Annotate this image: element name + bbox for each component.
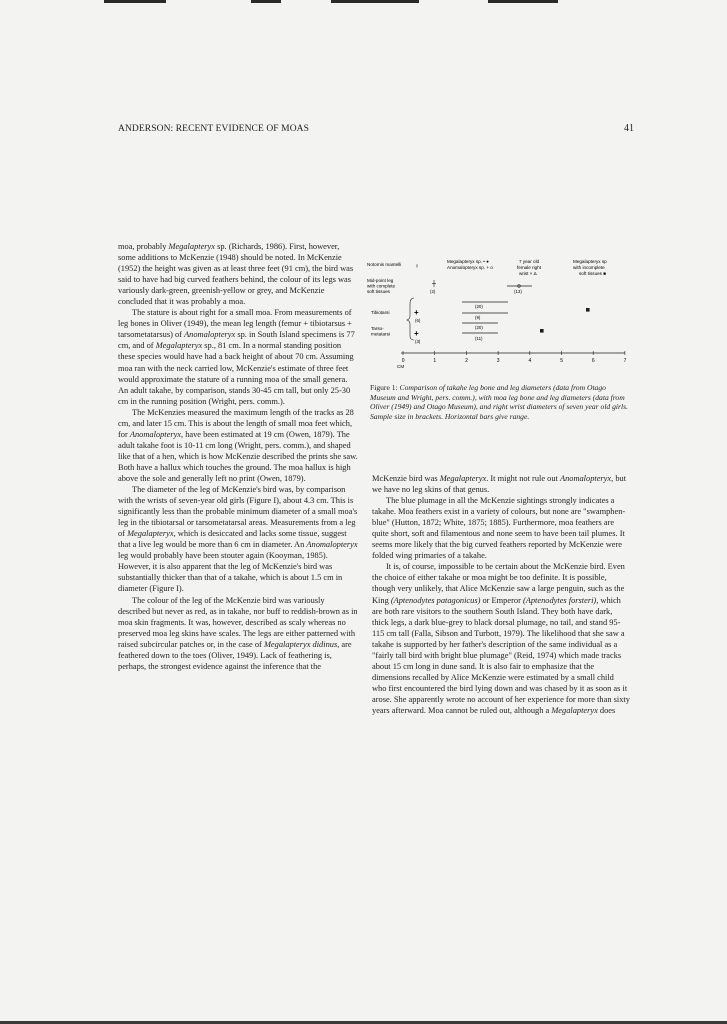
left-column [118, 241, 358, 672]
body-paragraph [372, 473, 630, 495]
top-edge-marks [0, 0, 727, 4]
body-paragraph [118, 484, 358, 594]
legend-megal-2: with incomplete [573, 265, 605, 270]
text-run: does [597, 705, 616, 715]
italic-term: Anomalopteryx [306, 540, 358, 550]
group-brace [407, 298, 414, 340]
body-paragraph [118, 595, 358, 672]
x-tick-label: 1 [433, 358, 437, 364]
figure-1-chart [367, 252, 629, 374]
italic-term: Anomalopteryx [559, 474, 612, 483]
row-label-tarso-1: Tarso- [371, 326, 384, 331]
text-run: The McKenzies measured the maximum length of the tracks as 28 cm, and later 15 cm. This is about the length of small moa feet which, for [118, 407, 354, 439]
italic-term: (Aptenodytes patagonicus) [390, 595, 481, 605]
n-tibio-takahe: (6) [415, 318, 421, 323]
page-number: 41 [624, 123, 634, 134]
text-run: The blue plumage in all the McKenzie sightings strongly indicates a takahe. Moa feathers exist in a variety of colours, but none are "swamphen-blue" (Hutton, 1872; White, 1875; 1885). Furthermore, moa feathers are quite short, soft and filamentous and none seem to have been tail plumes. It seems more likely that the big curved feathers reported by McKenzie were folded wing primaries of a takahe. [372, 496, 626, 561]
text-run: , but we have no leg skins of that genus. [372, 474, 627, 495]
text-run: , are feathered down to the toes (Oliver, 1949). Lack of feathering is, perhaps, the strongest evidence against the inference that the [118, 639, 352, 671]
running-head: ANDERSON: RECENT EVIDENCE OF MOAS [118, 124, 310, 134]
body-paragraph [118, 407, 358, 484]
text-run: The diameter of the leg of McKenzie's bird was, by comparison with the wrists of seven-year old girls (Figure I), about 4.3 cm. This is significantly less than the probable minimum diameter of a small moa's leg in the tibiotarsal or tarsometatarsal areas. Measurements from a leg of [118, 485, 358, 539]
italic-term: Megalapteryx [127, 529, 174, 539]
legend-girls-3: wrist × Δ [519, 271, 537, 276]
row-label-tibiotarsi: Tibiotarsi [371, 310, 390, 315]
text-run: sp. in South Island specimens is 77 cm, and of [118, 330, 355, 351]
legend-megal-1: Megalapteryx sp [573, 259, 607, 264]
legend-megal-3: soft tissues ■ [579, 271, 607, 276]
legend-notornis: Notornis mantelli [367, 262, 402, 267]
body-paragraph [118, 307, 358, 406]
body-paragraph [372, 561, 630, 716]
n-tarso-takahe: (3) [415, 339, 421, 344]
x-tick-label: 6 [591, 358, 595, 364]
italic-term: Anomalopteryx [129, 429, 182, 439]
text-run: The stature is about right for a small moa. From measurements of leg bones in Oliver (1949), the mean leg length (femur + tibiotarsus + tarsometatarsus) of [118, 308, 352, 340]
n-midpoint-takahe: (2) [430, 289, 436, 294]
n-tarso-megal: (20) [475, 325, 483, 330]
legend-moa-1: Megalapteryx sp. • ● [447, 259, 489, 264]
n-tarso-anom: (11) [475, 336, 483, 341]
text-run: , which is desiccated and lacks some tissue, suggest that a live leg would be more than 6 cm in diameter. An [118, 529, 347, 550]
body-paragraph [372, 495, 630, 561]
text-run: sp. (Richards, 1986). First, however, some additions to McKenzie (1948) should be noted. In McKenzie (1952) the height was given as at least three feet (91 cm), the bird was said to have had big curved feathers behind, the colour of its legs was variously dark-green, greenish-yellow or grey, and McKenzie concluded that it was probably a moa. [118, 242, 354, 307]
italic-term: Megalapteryx [155, 341, 203, 351]
figure-caption [370, 383, 628, 421]
row-label-tarso-2: metatarsi [371, 331, 390, 337]
italic-term: Megalapteryx [551, 705, 598, 715]
text-run: or Emperor [480, 595, 523, 605]
takahe-tarso-mark: + [414, 329, 419, 338]
text-run: The colour of the leg of the McKenzie bird was variously described but never as red, as in takahe, nor buff to reddish-brown as in moa skin fragments. It was, however, described as scaly whereas no preserved moa leg skins have scales. The legs are either patterned with raised subcircular patches or, in the case of [118, 595, 358, 649]
text-run: , have been estimated at 19 cm (Owen, 1879). The adult takahe foot is 10-11 cm long (Wright, pers. comm.), and shaped like that of a hen, which is how McKenzie described the prints she saw. Both have a hallux which touches the ground. The moa hallux is high above the sole and generally left no print (Owen, 1879). [118, 429, 358, 483]
x-axis-unit: CM [397, 364, 405, 369]
legend-moa-2: Anomalopteryx sp. + o [447, 265, 493, 270]
megal-incomplete-tibio [586, 308, 590, 312]
row-label-midpoint-2: with complete [367, 283, 396, 289]
text-run: , which are both rare visitors to the southern South Island. They both have dark, thick legs, a dark blue-grey to black dorsal plumage, no tail, and stand 95-115 cm tall (Falla, Sibson and Turbott, 1979). The likelihood that she saw a takahe is supported by her father's description of the same individual as a "fairly tall bird with bright blue plumage" (Reid, 1974) which made tracks about 15 cm long in dune sand. It is also fair to emphasize that the dimensions recalled by Alice McKenzie were estimated by a small child who first encountered the bird lying down and was chased by it as soon as it arose. She apparently wrote no account of her experience for more than sixty years afterward. Moa cannot be ruled out, although a [372, 595, 630, 715]
x-tick-label: 2 [465, 358, 468, 364]
text-run: McKenzie bird was [372, 474, 440, 483]
italic-term: Megalapteryx didinus [263, 639, 338, 649]
x-tick-label: 5 [560, 358, 563, 364]
x-tick-label: 4 [528, 358, 532, 364]
body-paragraph [118, 241, 358, 307]
text-run: moa, probably [118, 242, 169, 251]
italic-term: Anomalopteryx [184, 330, 236, 340]
text-run: sp., 81 cm. In a normal standing position these species would have had a back height of about 70 cm. Assuming moa ran with the neck carried low, McKenzie's estimate of three feet would approximate the stature of a running moa of the small genera. An adult takahe, by comparison, stands 30-45 cm tall, but only 25-30 cm in the running position (Wright, pers. comm.). [118, 341, 354, 406]
text-run: leg would probably have been stouter again (Kooyman, 1985). However, it is also apparent that the leg of McKenzie's bird was substantially thicker than that of a takahe, which is about 1.5 cm in diameter (Figure I). [118, 551, 343, 594]
italic-term: (Aptenodytes forsteri) [522, 595, 597, 605]
right-column [372, 473, 630, 716]
row-label-midpoint-1: Mid-point leg [367, 278, 394, 283]
n-tibio-anom: (9) [475, 315, 481, 320]
italic-term: Megalapteryx [439, 474, 487, 483]
italic-term: Megalapteryx [168, 242, 215, 251]
n-girls: (13) [514, 289, 522, 294]
row-label-midpoint-3: soft tissues [367, 289, 390, 294]
x-tick-label: 7 [623, 358, 627, 364]
takahe-tibio-mark: + [414, 308, 419, 317]
n-tibio-megal: (20) [475, 304, 483, 309]
text-run: . It might not rule out [486, 474, 560, 483]
caption-lead: Figure 1: [370, 383, 400, 392]
megal-incomplete-tarso [540, 329, 544, 333]
x-tick-label: 3 [496, 358, 500, 364]
legend-girls-2: female right [517, 265, 542, 270]
legend-girls-1: 7 year old [519, 259, 540, 264]
text-run: It is, of course, impossible to be certain about the McKenzie bird. Even the choice of either takahe or moa might be too definite. It is possible, though very unlikely, that Alice McKenzie saw a large penguin, such as the King [372, 562, 625, 605]
caption-body: Comparison of takahe leg bone and leg diameters (data from Otago Museum and Wright, pers. comm.), with moa leg bone and leg diameters (data from Oliver (1949) and Otago Museum), and right wrist diameters of seven year old girls. Sample size in brackets. Horizontal bars give range. [370, 383, 628, 421]
x-tick-label: 0 [401, 358, 405, 364]
